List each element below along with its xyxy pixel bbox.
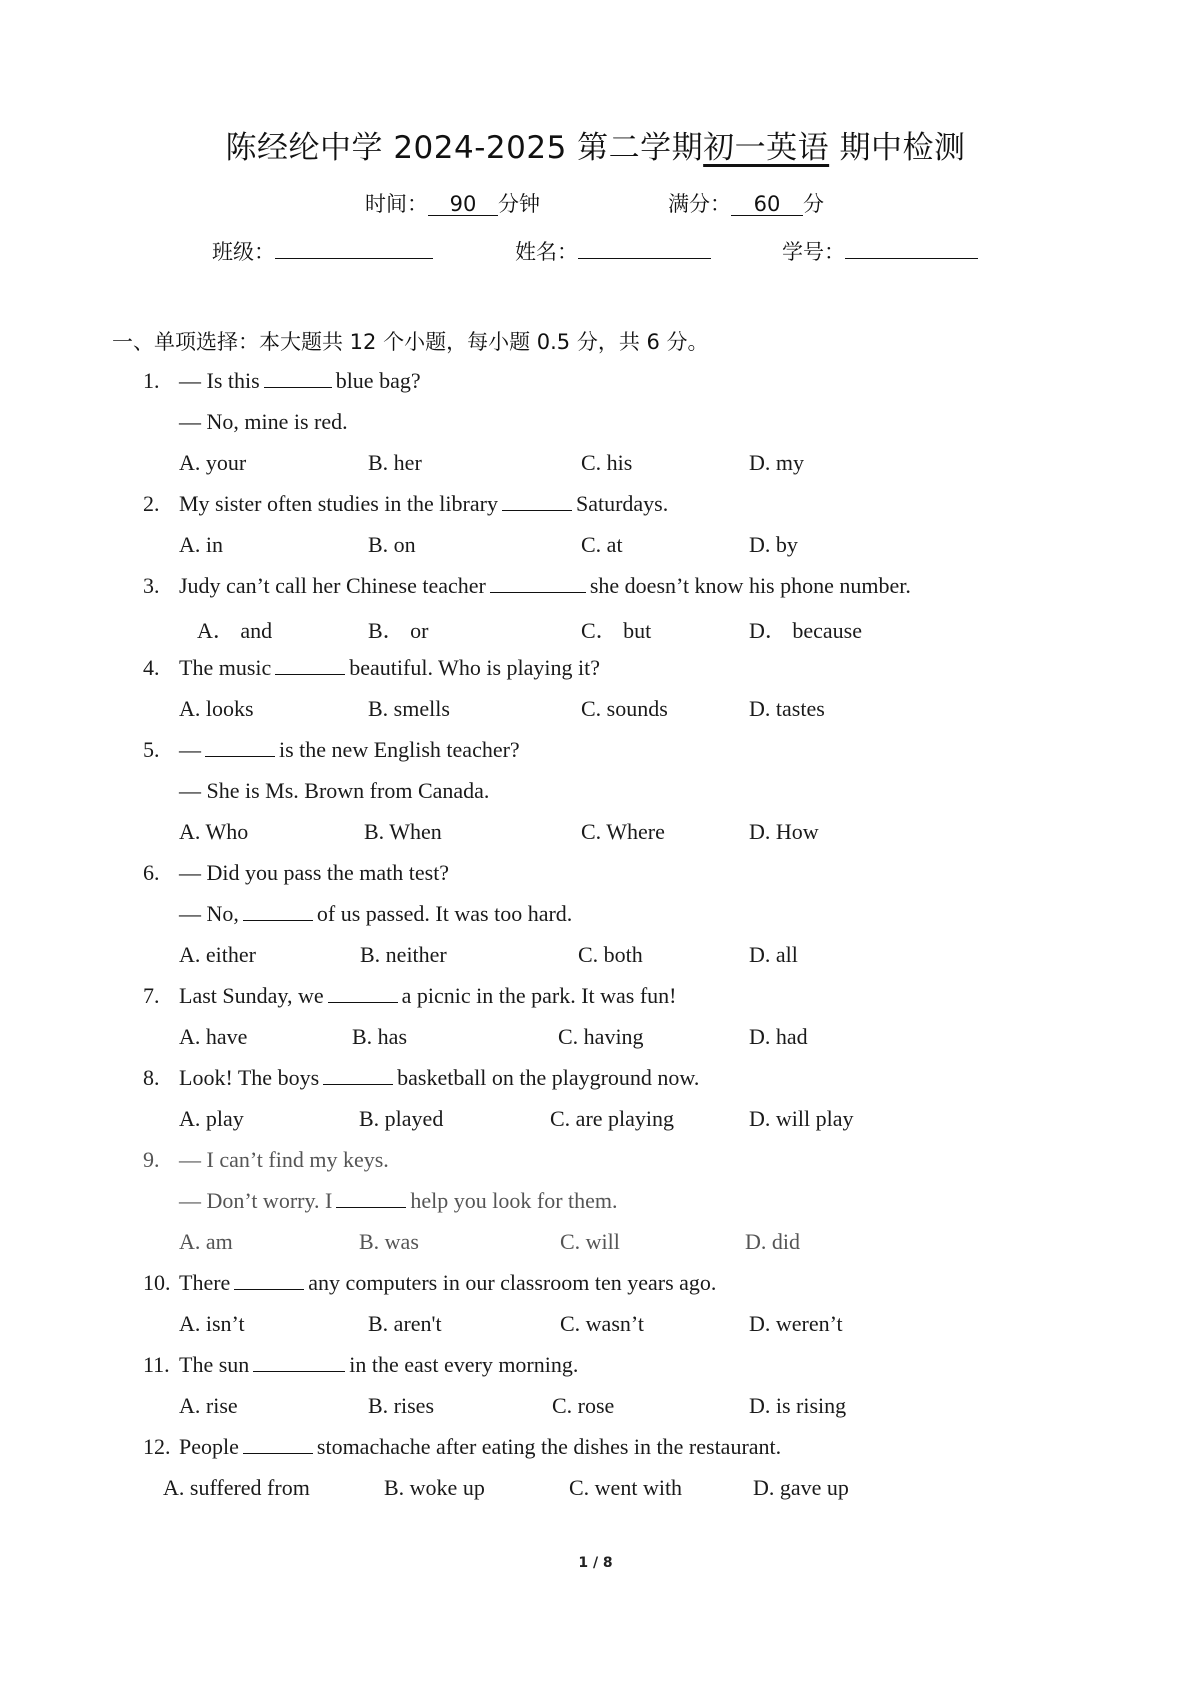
question-9-reply: — Don’t worry. I help you look for them. [179, 1188, 618, 1213]
option-c[interactable]: C. at [581, 532, 623, 557]
answer-blank[interactable] [243, 1435, 313, 1454]
option-b[interactable]: B. aren't [368, 1311, 442, 1336]
option-d[interactable]: D． because [749, 618, 863, 643]
answer-blank[interactable] [234, 1271, 304, 1290]
question-9: 9. — I can’t find my keys. [143, 1147, 389, 1172]
answer-blank[interactable] [275, 656, 345, 675]
option-b[interactable]: B. has [352, 1024, 407, 1049]
time-info: 时间： 90 分钟 [365, 192, 540, 216]
option-b[interactable]: B. on [368, 532, 416, 557]
time-value: 90 [428, 193, 498, 216]
title-school-term: 陈经纶中学 2024-2025 第二学期 [225, 130, 704, 166]
question-12: 12. People stomachache after eating the dishes in the restaurant. [143, 1434, 782, 1459]
title-subject: 初一英语 [703, 130, 830, 166]
question-5-reply: — She is Ms. Brown from Canada. [179, 778, 490, 803]
option-c[interactable]: C. having [558, 1024, 644, 1049]
option-c[interactable]: C. wasn’t [560, 1311, 644, 1336]
option-c[interactable]: C. will [560, 1229, 620, 1254]
option-d[interactable]: D. all [749, 942, 798, 967]
option-d[interactable]: D. did [745, 1229, 800, 1254]
option-c[interactable]: C. rose [552, 1393, 615, 1418]
option-d[interactable]: D. my [749, 450, 804, 475]
option-b[interactable]: B. woke up [384, 1475, 485, 1500]
class-blank[interactable] [275, 236, 433, 259]
option-d[interactable]: D. will play [749, 1106, 854, 1131]
answer-blank[interactable] [336, 1189, 406, 1208]
answer-blank[interactable] [328, 984, 398, 1003]
option-a[interactable]: A. looks [179, 696, 254, 721]
option-b[interactable]: B. her [368, 450, 422, 475]
option-d[interactable]: D. weren’t [749, 1311, 843, 1336]
answer-blank[interactable] [502, 492, 572, 511]
option-a[interactable]: A. in [179, 532, 223, 557]
title-exam-type: 期中检测 [839, 130, 966, 166]
question-8: 8. Look! The boys basketball on the playground now. [143, 1065, 700, 1090]
question-11: 11. The sun in the east every morning. [143, 1352, 579, 1377]
option-a[interactable]: A. isn’t [179, 1311, 245, 1336]
option-c[interactable]: C. both [578, 942, 643, 967]
question-10: 10. There any computers in our classroom ten years ago. [143, 1270, 717, 1295]
option-a[interactable]: A. am [179, 1229, 233, 1254]
question-2: 2. My sister often studies in the library Saturdays. [143, 491, 669, 516]
score-value: 60 [731, 193, 803, 216]
answer-blank[interactable] [264, 369, 332, 388]
option-a[interactable]: A. suffered from [163, 1475, 310, 1500]
option-b[interactable]: B. played [359, 1106, 444, 1131]
option-d[interactable]: D. gave up [753, 1475, 849, 1500]
question-4: 4. The music beautiful. Who is playing it? [143, 655, 600, 680]
option-b[interactable]: B. rises [368, 1393, 434, 1418]
option-d[interactable]: D. by [749, 532, 798, 557]
question-7: 7. Last Sunday, we a picnic in the park. It was fun! [143, 983, 677, 1008]
page-number: 1 / 8 [578, 1555, 613, 1571]
question-5: 5. — is the new English teacher? [143, 737, 520, 762]
option-a[interactable]: A. Who [179, 819, 249, 844]
question-6-reply: — No, of us passed. It was too hard. [179, 901, 573, 926]
question-6: 6. — Did you pass the math test? [143, 860, 450, 885]
question-1-reply: — No, mine is red. [179, 409, 348, 434]
option-c[interactable]: C. sounds [581, 696, 668, 721]
option-d[interactable]: D. is rising [749, 1393, 847, 1418]
student-id-blank[interactable] [845, 236, 978, 259]
option-b[interactable]: B． or [368, 618, 429, 643]
name-blank[interactable] [578, 236, 711, 259]
option-d[interactable]: D. had [749, 1024, 808, 1049]
class-field: 班级： [212, 236, 433, 266]
option-a[interactable]: A. play [179, 1106, 244, 1131]
option-c[interactable]: C. Where [581, 819, 665, 844]
option-c[interactable]: C. are playing [550, 1106, 675, 1131]
option-d[interactable]: D. How [749, 819, 819, 844]
option-b[interactable]: B. was [359, 1229, 419, 1254]
student-id-field: 学号： [782, 236, 978, 266]
section-heading: 一、单项选择：本大题共 12 个小题，每小题 0.5 分，共 6 分。 [112, 330, 709, 354]
option-a[interactable]: A. have [179, 1024, 248, 1049]
option-c[interactable]: C. his [581, 450, 633, 475]
answer-blank[interactable] [253, 1353, 345, 1372]
score-info: 满分： 60 分 [668, 192, 824, 216]
option-b[interactable]: B. When [364, 819, 442, 844]
option-c[interactable]: C. went with [569, 1475, 683, 1500]
question-1: 1. — Is this blue bag? [143, 368, 421, 393]
option-b[interactable]: B. neither [360, 942, 447, 967]
answer-blank[interactable] [323, 1066, 393, 1085]
option-a[interactable]: A. rise [179, 1393, 238, 1418]
answer-blank[interactable] [490, 574, 586, 593]
option-a[interactable]: A． and [197, 618, 273, 643]
page-title [0, 122, 1191, 167]
option-a[interactable]: A. either [179, 942, 256, 967]
option-c[interactable]: C． but [581, 618, 652, 643]
option-d[interactable]: D. tastes [749, 696, 825, 721]
option-a[interactable]: A. your [179, 450, 247, 475]
name-field: 姓名： [515, 236, 711, 266]
option-b[interactable]: B. smells [368, 696, 450, 721]
answer-blank[interactable] [243, 902, 313, 921]
answer-blank[interactable] [205, 738, 275, 757]
question-3: 3. Judy can’t call her Chinese teacher she doesn’t know his phone number. [143, 573, 911, 598]
